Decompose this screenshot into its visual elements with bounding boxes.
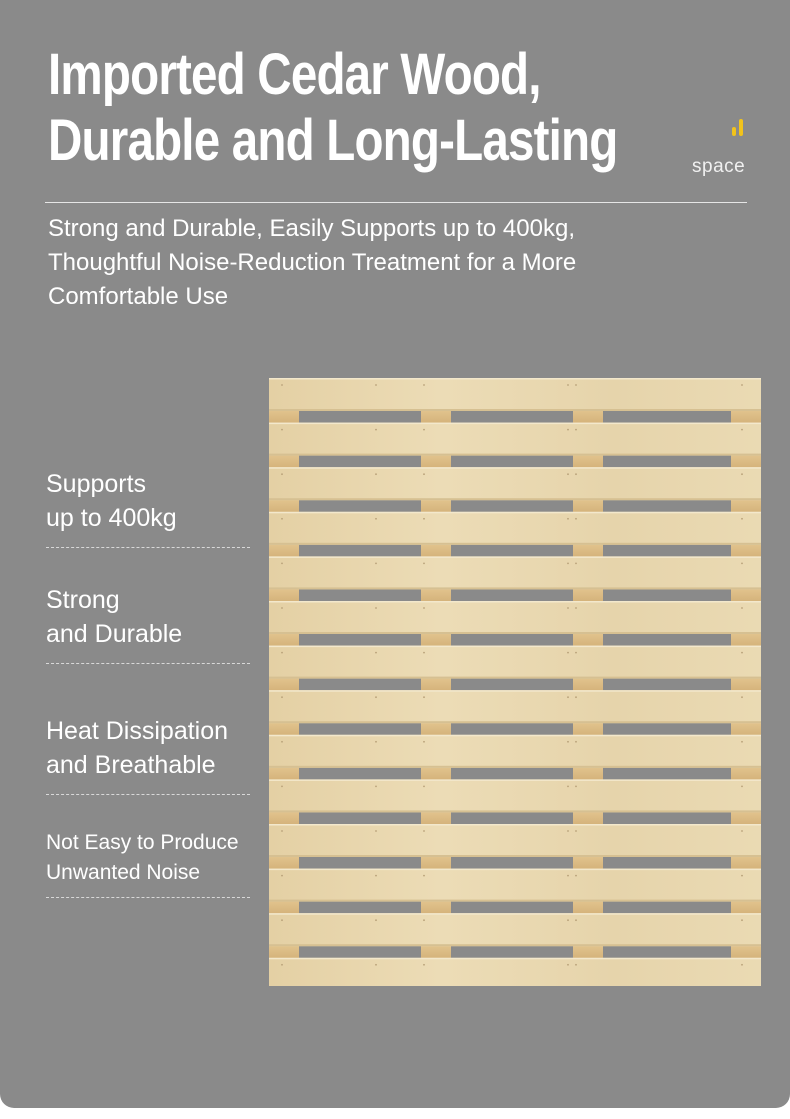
slat-board: [269, 913, 761, 946]
slat-board-highlight: [269, 735, 761, 737]
slat-board: [269, 378, 761, 411]
nail-dot: [281, 741, 283, 743]
support-post: [421, 678, 451, 692]
support-post: [573, 945, 603, 959]
nail-dot: [423, 473, 425, 475]
nail-dot: [741, 607, 743, 609]
support-post: [421, 722, 451, 736]
nail-dot: [423, 518, 425, 520]
slat-boards: [269, 378, 761, 986]
slat-board-highlight: [269, 869, 761, 871]
support-post: [573, 588, 603, 602]
nail-dot: [575, 384, 577, 386]
support-post: [573, 767, 603, 781]
slat-board-highlight: [269, 958, 761, 960]
nail-dot: [281, 875, 283, 877]
dashed-divider: [46, 663, 250, 664]
slat-board-edge: [269, 855, 761, 857]
nail-dot: [567, 473, 569, 475]
slat-board: [269, 824, 761, 857]
slat-board-highlight: [269, 423, 761, 425]
nail-dot: [575, 741, 577, 743]
support-post: [731, 722, 761, 736]
nail-dot: [281, 696, 283, 698]
support-post: [269, 856, 299, 870]
support-post: [731, 633, 761, 647]
slat-board-edge: [269, 409, 761, 411]
brand-logo: [690, 114, 750, 184]
support-post: [731, 588, 761, 602]
nail-dot: [741, 652, 743, 654]
nail-dot: [741, 473, 743, 475]
brand-name: space: [692, 156, 746, 177]
subtitle-line-2: Thoughtful Noise-Reduction Treatment for a More: [48, 249, 577, 276]
feature-label-line-1: Supports: [46, 470, 147, 498]
nail-dot: [375, 384, 377, 386]
nail-dot: [741, 741, 743, 743]
nail-dot: [741, 696, 743, 698]
nail-dot: [423, 964, 425, 966]
feature-load-capacity: [46, 467, 250, 548]
feature-label-line-1: Not Easy to Produce: [46, 831, 239, 854]
slat-board: [269, 467, 761, 500]
support-post: [421, 811, 451, 825]
support-post: [421, 633, 451, 647]
nail-dot: [423, 741, 425, 743]
subtitle-line-1: Strong and Durable, Easily Supports up to 400kg,: [48, 215, 575, 242]
nail-dot: [741, 964, 743, 966]
nail-dot: [575, 607, 577, 609]
support-post: [421, 945, 451, 959]
slat-board-edge: [269, 900, 761, 902]
support-post: [269, 678, 299, 692]
slat-board-highlight: [269, 779, 761, 781]
nail-dot: [741, 563, 743, 565]
support-post: [421, 588, 451, 602]
support-post: [573, 499, 603, 513]
nail-dot: [575, 563, 577, 565]
slat-board: [269, 779, 761, 812]
nail-dot: [375, 429, 377, 431]
nail-dot: [567, 429, 569, 431]
nail-dot: [375, 607, 377, 609]
support-post: [573, 722, 603, 736]
nail-dot: [741, 875, 743, 877]
support-post: [269, 901, 299, 915]
nail-dot: [281, 518, 283, 520]
nail-dot: [741, 830, 743, 832]
nail-dot: [423, 652, 425, 654]
slat-board-highlight: [269, 646, 761, 648]
support-post: [573, 410, 603, 424]
dashed-divider: [46, 897, 250, 898]
slat-board-highlight: [269, 601, 761, 603]
support-post: [269, 499, 299, 513]
support-post: [421, 901, 451, 915]
nail-dot: [567, 964, 569, 966]
slat-board-highlight: [269, 378, 761, 380]
support-post: [269, 455, 299, 469]
slat-board: [269, 601, 761, 634]
nail-dot: [423, 786, 425, 788]
nail-dot: [281, 473, 283, 475]
support-post: [421, 410, 451, 424]
nail-dot: [375, 964, 377, 966]
support-post: [573, 544, 603, 558]
nail-dot: [423, 696, 425, 698]
title-line-2: Durable and Long-Lasting: [48, 108, 618, 173]
nail-dot: [375, 830, 377, 832]
slat-board-edge: [269, 454, 761, 456]
page-title: [48, 42, 618, 174]
nail-dot: [575, 964, 577, 966]
nail-dot: [375, 563, 377, 565]
nail-dot: [423, 875, 425, 877]
nail-dot: [575, 830, 577, 832]
slat-board-highlight: [269, 690, 761, 692]
nail-dot: [375, 875, 377, 877]
nail-dot: [375, 786, 377, 788]
wooden-slat-bed-base: [269, 378, 761, 986]
nail-dot: [567, 384, 569, 386]
slat-board-highlight: [269, 824, 761, 826]
slat-board: [269, 690, 761, 723]
support-post: [731, 811, 761, 825]
nail-dot: [575, 429, 577, 431]
nail-dot: [741, 518, 743, 520]
nail-dot: [575, 652, 577, 654]
nail-dot: [423, 563, 425, 565]
dashed-divider: [46, 794, 250, 795]
subtitle: [48, 212, 748, 314]
slat-board-highlight: [269, 913, 761, 915]
nail-dot: [375, 652, 377, 654]
slat-board: [269, 556, 761, 589]
support-post: [269, 588, 299, 602]
support-post: [731, 901, 761, 915]
slat-board: [269, 512, 761, 545]
nail-dot: [741, 919, 743, 921]
nail-dot: [281, 919, 283, 921]
nail-dot: [567, 696, 569, 698]
nail-dot: [575, 919, 577, 921]
nail-dot: [567, 607, 569, 609]
support-post: [731, 544, 761, 558]
nail-dot: [575, 875, 577, 877]
nail-dot: [281, 964, 283, 966]
slat-board: [269, 735, 761, 768]
nail-dot: [567, 563, 569, 565]
slat-board: [269, 646, 761, 679]
nail-dot: [423, 830, 425, 832]
slat-board-edge: [269, 810, 761, 812]
nail-dot: [281, 429, 283, 431]
nail-dot: [423, 607, 425, 609]
feature-label-line-2: and Breathable: [46, 751, 216, 779]
slat-board: [269, 958, 761, 986]
slat-board-edge: [269, 632, 761, 634]
slat-board-edge: [269, 766, 761, 768]
title-line-1: Imported Cedar Wood,: [48, 42, 541, 107]
feature-label-line-2: and Durable: [46, 620, 183, 648]
nail-dot: [375, 518, 377, 520]
slat-board-highlight: [269, 467, 761, 469]
slat-board-edge: [269, 543, 761, 545]
nail-dot: [281, 830, 283, 832]
support-post: [573, 901, 603, 915]
nail-dot: [281, 607, 283, 609]
header-divider: [45, 202, 747, 203]
bar-signal-icon: [732, 118, 744, 136]
support-post: [421, 499, 451, 513]
feature-label-line-2: Unwanted Noise: [46, 861, 201, 884]
support-post: [731, 455, 761, 469]
subtitle-line-3: Comfortable Use: [48, 283, 229, 310]
support-post: [269, 410, 299, 424]
nail-dot: [375, 741, 377, 743]
support-post: [573, 856, 603, 870]
feature-label-line-1: Strong: [46, 586, 120, 614]
nail-dot: [567, 518, 569, 520]
support-post: [269, 544, 299, 558]
nail-dot: [567, 786, 569, 788]
nail-dot: [375, 696, 377, 698]
slat-board-edge: [269, 587, 761, 589]
support-post: [269, 811, 299, 825]
support-post: [421, 455, 451, 469]
support-post: [269, 633, 299, 647]
nail-dot: [567, 741, 569, 743]
slat-board-edge: [269, 498, 761, 500]
support-post: [731, 410, 761, 424]
dashed-divider: [46, 547, 250, 548]
support-post: [731, 767, 761, 781]
nail-dot: [741, 786, 743, 788]
slat-board: [269, 423, 761, 456]
nail-dot: [281, 384, 283, 386]
nail-dot: [567, 830, 569, 832]
slat-board-highlight: [269, 556, 761, 558]
support-post: [731, 678, 761, 692]
nail-dot: [575, 696, 577, 698]
nail-dot: [575, 518, 577, 520]
feature-breathable: [46, 714, 250, 795]
nail-dot: [423, 919, 425, 921]
support-post: [573, 678, 603, 692]
nail-dot: [423, 384, 425, 386]
support-post: [421, 856, 451, 870]
nail-dot: [423, 429, 425, 431]
nail-dot: [281, 786, 283, 788]
slat-board-highlight: [269, 512, 761, 514]
nail-dot: [375, 919, 377, 921]
nail-dot: [741, 384, 743, 386]
support-post: [269, 945, 299, 959]
nail-dot: [567, 919, 569, 921]
slat-board: [269, 869, 761, 902]
nail-dot: [575, 786, 577, 788]
support-post: [731, 945, 761, 959]
support-post: [269, 722, 299, 736]
nail-dot: [567, 652, 569, 654]
support-post: [731, 856, 761, 870]
slat-board-edge: [269, 677, 761, 679]
support-post: [731, 499, 761, 513]
nail-dot: [281, 563, 283, 565]
feature-label-line-1: Heat Dissipation: [46, 717, 229, 745]
support-post: [421, 544, 451, 558]
nail-dot: [281, 652, 283, 654]
feature-noise-reduction: [46, 828, 250, 898]
nail-dot: [567, 875, 569, 877]
nail-dot: [575, 473, 577, 475]
slat-board-edge: [269, 721, 761, 723]
support-post: [269, 767, 299, 781]
slat-board-edge: [269, 944, 761, 946]
nail-dot: [375, 473, 377, 475]
support-post: [573, 455, 603, 469]
feature-label-line-2: up to 400kg: [46, 504, 177, 532]
support-post: [573, 811, 603, 825]
nail-dot: [741, 429, 743, 431]
support-post: [421, 767, 451, 781]
feature-strength: [46, 583, 250, 664]
support-post: [573, 633, 603, 647]
